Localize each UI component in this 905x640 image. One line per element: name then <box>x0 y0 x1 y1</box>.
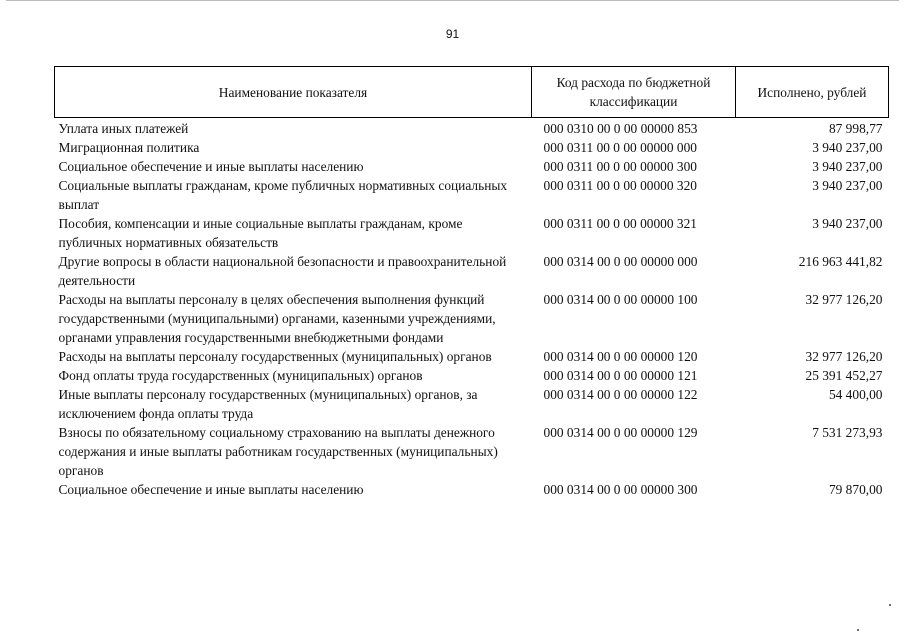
page-number: 91 <box>445 27 460 41</box>
row-amount: 25 391 452,27 <box>805 368 883 383</box>
table-row <box>55 290 889 347</box>
row-name: Уплата иных платежей <box>58 121 189 136</box>
row-name: Другие вопросы в области национальной безопасности и правоохранительной деятельности <box>58 254 507 288</box>
row-name: Социальные выплаты гражданам, кроме публичных нормативных социальных выплат <box>58 178 508 212</box>
budget-table <box>54 66 889 499</box>
row-amount: 3 940 237,00 <box>812 140 883 155</box>
row-name: Расходы на выплаты персоналу в целях обеспечения выполнения функций государственными (муниципальными) органами, казенными учреждениями, органами управления государственными внебюджетными фондами <box>58 292 496 345</box>
header-code: Код расхода по бюджетной классификации <box>532 67 736 118</box>
table-row <box>55 347 889 366</box>
row-code: 000 0310 00 0 00 00000 853 <box>543 121 698 136</box>
row-code: 000 0314 00 0 00 00000 000 <box>543 254 698 269</box>
row-amount: 7 531 273,93 <box>812 425 883 440</box>
row-name: Иные выплаты персоналу государственных (муниципальных) органов, за исключением фонда оплаты труда <box>58 387 478 421</box>
table-row <box>55 118 889 139</box>
scan-speck <box>889 604 891 606</box>
table-row <box>55 252 889 290</box>
row-name: Социальное обеспечение и иные выплаты населению <box>58 482 364 497</box>
table-row <box>55 138 889 157</box>
row-amount: 3 940 237,00 <box>812 178 883 193</box>
top-rule <box>6 0 899 2</box>
table-header-row <box>55 67 889 118</box>
table-row <box>55 423 889 480</box>
row-name: Взносы по обязательному социальному страхованию на выплаты денежного содержания и иные выплаты работникам государственных (муниципальных) органов <box>58 425 498 478</box>
row-amount: 32 977 126,20 <box>805 292 883 307</box>
header-amount: Исполнено, рублей <box>736 67 889 118</box>
header-name: Наименование показателя <box>55 67 532 118</box>
row-amount: 54 400,00 <box>828 387 883 402</box>
row-code: 000 0311 00 0 00 00000 320 <box>543 178 697 193</box>
row-amount: 3 940 237,00 <box>812 216 883 231</box>
row-name: Фонд оплаты труда государственных (муниципальных) органов <box>58 368 423 383</box>
row-code: 000 0314 00 0 00 00000 100 <box>543 292 698 307</box>
table-row <box>55 385 889 423</box>
row-code: 000 0314 00 0 00 00000 129 <box>543 425 698 440</box>
table-row <box>55 157 889 176</box>
scan-speck <box>857 629 859 631</box>
row-name: Миграционная политика <box>58 140 200 155</box>
row-code: 000 0314 00 0 00 00000 300 <box>543 482 698 497</box>
row-amount: 87 998,77 <box>828 121 883 136</box>
row-code: 000 0311 00 0 00 00000 300 <box>543 159 697 174</box>
table-row <box>55 366 889 385</box>
row-name: Пособия, компенсации и иные социальные выплаты гражданам, кроме публичных нормативных обязательств <box>58 216 463 250</box>
row-code: 000 0314 00 0 00 00000 122 <box>543 387 698 402</box>
row-code: 000 0311 00 0 00 00000 321 <box>543 216 697 231</box>
table-row <box>55 214 889 252</box>
table-row <box>55 480 889 499</box>
row-amount: 32 977 126,20 <box>805 349 883 364</box>
row-name: Расходы на выплаты персоналу государственных (муниципальных) органов <box>58 349 492 364</box>
table-row <box>55 176 889 214</box>
row-amount: 216 963 441,82 <box>798 254 883 269</box>
row-code: 000 0314 00 0 00 00000 121 <box>543 368 698 383</box>
row-amount: 3 940 237,00 <box>812 159 883 174</box>
row-name: Социальное обеспечение и иные выплаты населению <box>58 159 364 174</box>
row-code: 000 0314 00 0 00 00000 120 <box>543 349 698 364</box>
row-code: 000 0311 00 0 00 00000 000 <box>543 140 697 155</box>
row-amount: 79 870,00 <box>828 482 883 497</box>
